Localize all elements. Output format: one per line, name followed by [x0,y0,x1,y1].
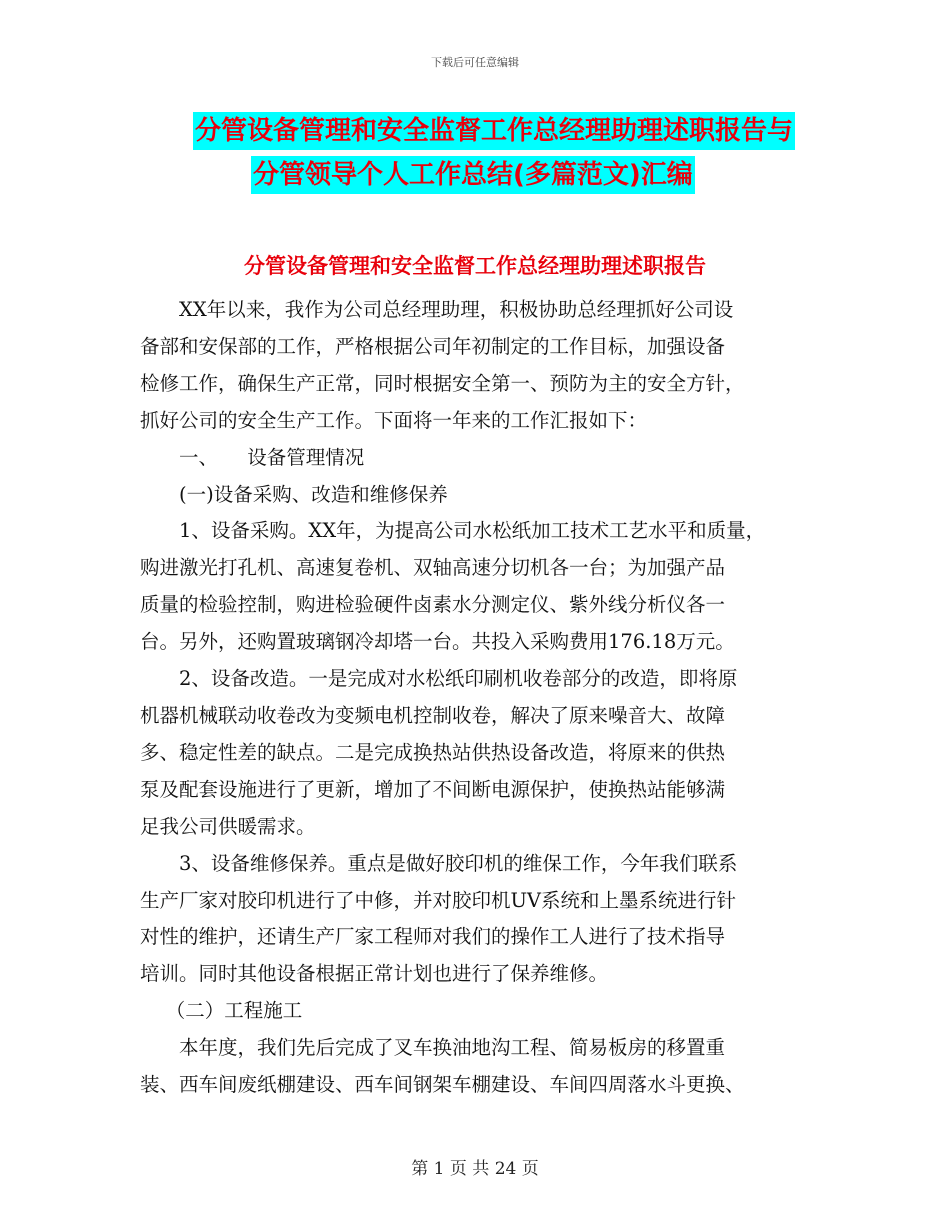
text-line: 生产厂家对胶印机进行了中修，并对胶印机UV系统和上墨系统进行针 [140,888,737,912]
section-title: 分管设备管理和安全监督工作总经理助理述职报告 [244,254,706,278]
text-line: 2、设备改造。一是完成对水松纸印刷机收卷部分的改造，即将原 [140,667,738,691]
text-line: 抓好公司的安全生产工作。下面将一年来的工作汇报如下： [140,408,648,432]
text-line: 3、设备维修保养。重点是做好胶印机的维保工作，今年我们联系 [140,851,738,875]
subsection-heading: （二）工程施工 [140,999,303,1023]
text-line: 对性的维护，还请生产厂家工程师对我们的操作工人进行了技术指导 [140,925,726,949]
subsection-heading: (一)设备采购、改造和维修保养 [140,482,448,506]
text-line: 购进激光打孔机、高速复卷机、双轴高速分切机各一台；为加强产品 [140,556,726,580]
document-title-line-2: 分管领导个人工作总结(多篇范文)汇编 [251,156,695,194]
text-line: 泵及配套设施进行了更新，增加了不间断电源保护，使换热站能够满 [140,777,726,801]
document-title-line-1: 分管设备管理和安全监督工作总经理助理述职报告与 [193,112,795,150]
section-heading: 一、 设备管理情况 [140,445,365,469]
text-line: 检修工作，确保生产正常，同时根据安全第一、预防为主的安全方针， [140,371,745,395]
text-line: 备部和安保部的工作，严格根据公司年初制定的工作目标，加强设备 [140,334,726,358]
text-line: 多、稳定性差的缺点。二是完成换热站供热设备改造，将原来的供热 [140,740,726,764]
text-line: 机器机械联动收卷改为变频电机控制收卷，解决了原来噪音大、故障 [140,703,726,727]
page-number: 第 1 页 共 24 页 [411,1159,539,1179]
text-line: 1、设备采购。XX年，为提高公司水松纸加工技术工艺水平和质量， [140,519,766,543]
text-line: 台。另外，还购置玻璃钢冷却塔一台。共投入采购费用176.18万元。 [140,630,735,654]
text-line: 培训。同时其他设备根据正常计划也进行了保养维修。 [140,962,609,986]
text-line: XX年以来，我作为公司总经理助理，积极协助总经理抓好公司设 [140,298,734,321]
text-line: 本年度，我们先后完成了叉车换油地沟工程、简易板房的移置重 [140,1036,726,1060]
document-body [140,292,830,1104]
text-line: 质量的检验控制，购进检验硬件卤素水分测定仪、紫外线分析仪各一 [140,593,726,617]
text-line: 足我公司供暖需求。 [140,814,316,838]
text-line: 装、西车间废纸棚建设、西车间钢架车棚建设、车间四周落水斗更换、 [140,1073,745,1097]
page-header-note: 下载后可任意编辑 [431,56,519,69]
